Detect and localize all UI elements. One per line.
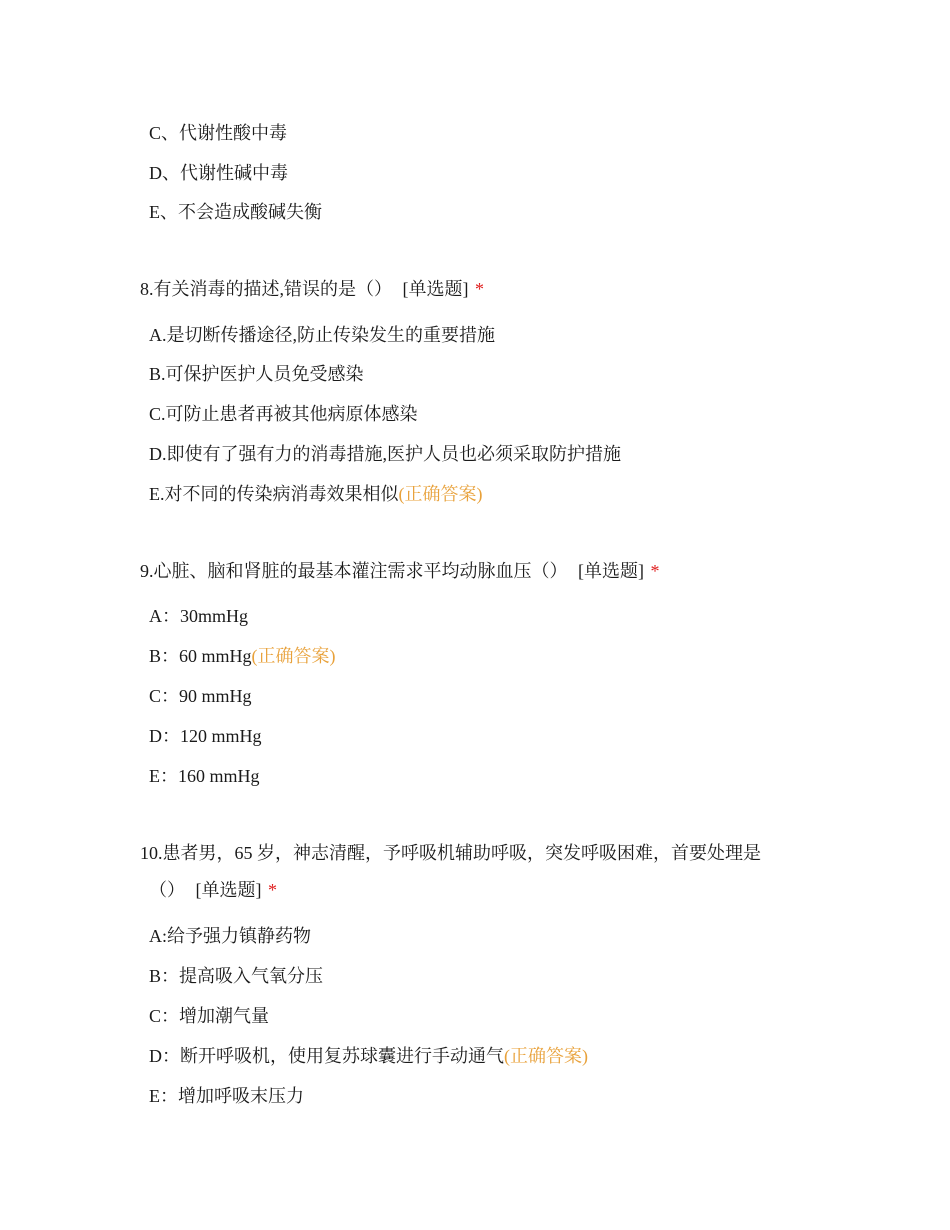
question-text: 8.有关消毒的描述,错误的是（） <box>140 279 392 299</box>
q9-option-e <box>149 764 260 788</box>
q9-option-b <box>149 644 336 668</box>
option-text: C.可防止患者再被其他病原体感染 <box>149 404 418 424</box>
option-text: E：160 mmHg <box>149 766 260 786</box>
q8-option-d <box>149 442 621 466</box>
required-marker: * <box>475 279 484 299</box>
q9-option-d <box>149 724 262 748</box>
option-text: B.可保护医护人员免受感染 <box>149 364 364 384</box>
question-text-cont: （） <box>149 880 185 900</box>
q10-option-e <box>149 1084 304 1108</box>
q8-option-e <box>149 482 483 506</box>
q10-option-a <box>149 924 311 948</box>
q10-option-d <box>149 1044 588 1068</box>
question-type: [单选题] <box>195 880 262 900</box>
q9-option-c <box>149 684 252 708</box>
correct-answer-marker: (正确答案) <box>251 646 336 666</box>
q8-title <box>140 277 484 301</box>
option-text: A：30mmHg <box>149 606 248 626</box>
required-marker: * <box>268 880 277 900</box>
q8-option-b <box>149 362 364 386</box>
q8-option-c <box>149 402 418 426</box>
q7-option-c <box>149 121 287 145</box>
q10-option-b <box>149 964 323 988</box>
required-marker: * <box>650 561 660 581</box>
option-text: D、代谢性碱中毒 <box>149 163 288 183</box>
q9-option-a <box>149 604 248 628</box>
option-text: E、不会造成酸碱失衡 <box>149 202 322 222</box>
question-text: 9.心脏、脑和肾脏的最基本灌注需求平均动脉血压（） <box>140 561 568 581</box>
q7-option-e <box>149 200 322 224</box>
option-text: A.是切断传播途径,防止传染发生的重要措施 <box>149 325 495 345</box>
q10-option-c <box>149 1004 269 1028</box>
option-text: A:给予强力镇静药物 <box>149 926 311 946</box>
option-text: C：90 mmHg <box>149 686 252 706</box>
option-text: D：断开呼吸机，使用复苏球囊进行手动通气 <box>149 1046 504 1066</box>
option-text: D：120 mmHg <box>149 726 262 746</box>
question-type: [单选题] <box>402 279 469 299</box>
q7-option-d <box>149 161 288 185</box>
option-text: B：60 mmHg <box>149 646 252 666</box>
correct-answer-marker: (正确答案) <box>398 484 483 504</box>
q10-title-line2 <box>149 878 277 902</box>
q9-title <box>140 559 660 583</box>
option-text: C：增加潮气量 <box>149 1006 270 1026</box>
q10-title-line1 <box>140 841 761 865</box>
option-text: E：增加呼吸末压力 <box>149 1086 304 1106</box>
question-text: 10.患者男，65 岁，神志清醒，予呼吸机辅助呼吸，突发呼吸困难，首要处理是 <box>140 843 761 863</box>
option-text: C、代谢性酸中毒 <box>149 123 288 143</box>
q8-option-a <box>149 323 495 347</box>
option-text: D.即使有了强有力的消毒措施,医护人员也必须采取防护措施 <box>149 444 621 464</box>
option-text: B：提高吸入气氧分压 <box>149 966 324 986</box>
option-text: E.对不同的传染病消毒效果相似 <box>149 484 399 504</box>
question-type: [单选题] <box>578 561 644 581</box>
correct-answer-marker: (正确答案) <box>504 1046 588 1066</box>
